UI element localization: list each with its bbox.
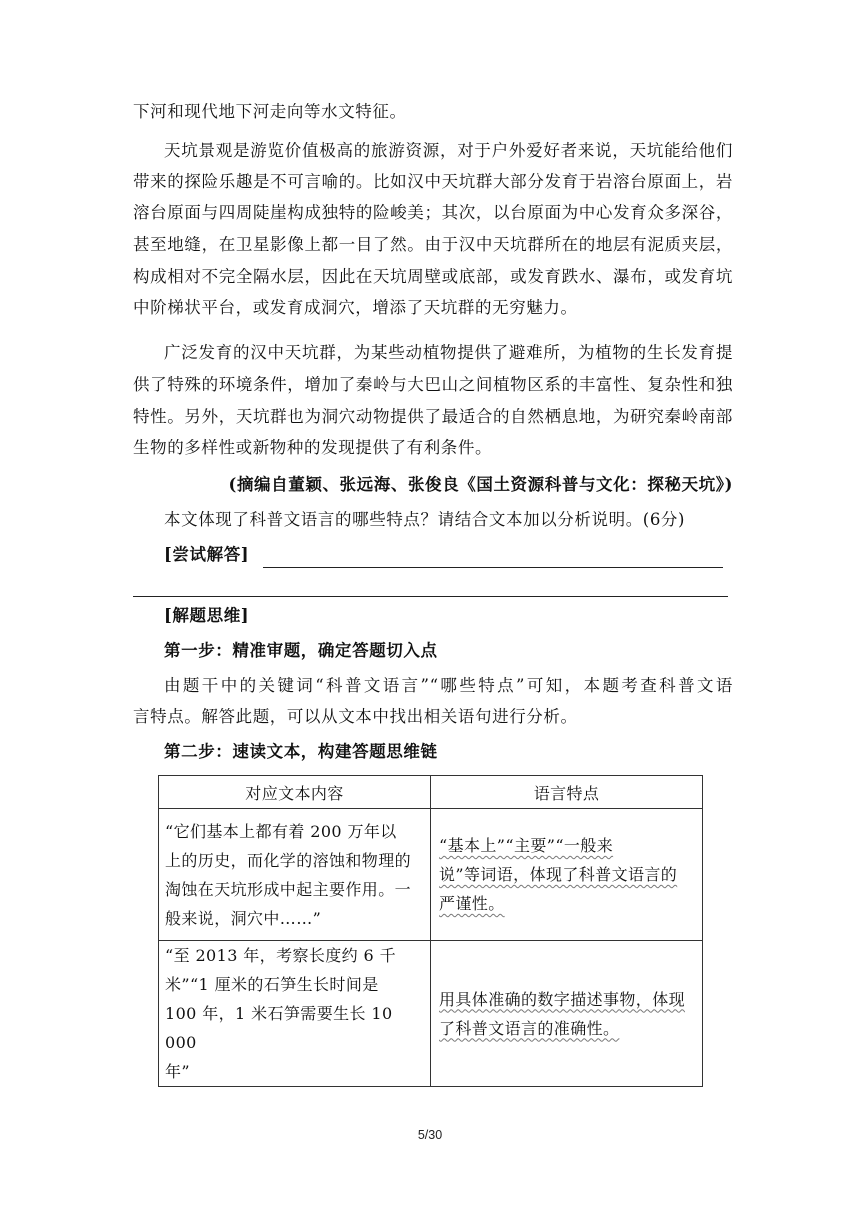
cell-line: 般来说，洞穴中……”: [165, 908, 322, 928]
table-row: [159, 941, 703, 1087]
cell-text: 了科普文语言的准确性。: [439, 1018, 620, 1038]
analysis-table: [158, 775, 703, 1087]
table-cell: [431, 941, 703, 1087]
text-line: 下河和现代地下河走向等水文特征。: [133, 102, 407, 121]
cell-line: “它们基本上都有着 200 万年以: [165, 821, 397, 841]
text-line: 供了特殊的环境条件，增加了秦岭与大巴山之间植物区系的丰富性、复杂性和独: [133, 375, 733, 394]
table-cell: [431, 809, 703, 941]
question-text: 本文体现了科普文语言的哪些特点？请结合文本加以分析说明。(6分): [164, 510, 686, 529]
cell-line: 上的历史，而化学的溶蚀和物理的: [165, 850, 412, 870]
source-citation: (摘编自董颖、张远海、张俊良《国土资源科普与文化：探秘天坑》): [228, 475, 733, 494]
page-number: 5/30: [417, 1128, 443, 1142]
text-line: 带来的探险乐趣是不可言喻的。比如汉中天坑群大部分发育于岩溶台原面上，岩: [133, 172, 733, 191]
text-line: 由题干中的关键词“科普文语言”“哪些特点”可知，本题考查科普文语: [164, 676, 733, 695]
cell-line: “基本上”“主要”“一般来: [439, 836, 614, 855]
text-line: 天坑景观是游览价值极高的旅游资源，对于户外爱好者来说，天坑能给他们: [164, 141, 733, 160]
cell-line: 用具体准确的数字描述事物，体现: [439, 989, 686, 1009]
step1-title: 第一步：精准审题，确定答题切入点: [164, 641, 438, 660]
cell-line: 年”: [165, 1062, 190, 1081]
answer-line: [263, 567, 723, 568]
table-header-row: [159, 776, 703, 809]
table-cell: [159, 941, 431, 1087]
text-line: 广泛发育的汉中天坑群，为某些动植物提供了避难所，为植物的生长发育提: [164, 343, 733, 362]
table-header: 对应文本内容: [159, 776, 431, 809]
text-line: 甚至地缝，在卫星影像上都一目了然。由于汉中天坑群所在的地层有泥质夹层，: [133, 235, 733, 254]
text-line: 溶台原面与四周陡崖构成独特的险峻美；其次，以台原面为中心发育众多深谷，: [133, 203, 733, 222]
step2-title: 第二步：速读文本，构建答题思维链: [164, 742, 438, 761]
answer-line: [133, 596, 728, 597]
table-header: 语言特点: [431, 776, 703, 809]
text-line: 特性。另外，天坑群也为洞穴动物提供了最适合的自然栖息地，为研究秦岭南部: [133, 407, 733, 426]
cell-line: 说”等词语，体现了科普文语言的: [439, 865, 678, 884]
cell-line: “至 2013 年，考察长度约 6 千: [165, 946, 397, 965]
try-answer-label: [尝试解答]: [164, 545, 250, 564]
table-row: [159, 809, 703, 941]
text-line: 构成相对不完全隔水层，因此在天坑周壁或底部，或发育跌水、瀑布，或发育坑: [133, 267, 733, 286]
text-line: 中阶梯状平台，或发育成洞穴，增添了天坑群的无穷魅力。: [133, 298, 578, 317]
cell-line: 淘蚀在天坑形成中起主要作用。一: [165, 879, 412, 899]
table-cell: [159, 809, 431, 941]
cell-text: 严谨性。: [439, 894, 505, 913]
thinking-label: [解题思维]: [164, 606, 250, 625]
text-line: 言特点。解答此题，可以从文本中找出相关语句进行分析。: [133, 707, 578, 726]
cell-line: 100 年，1 米石笋需要生长 10 000: [165, 1004, 393, 1052]
cell-line: [439, 1014, 696, 1043]
cell-line: 米”“1 厘米的石笋生长时间是: [165, 975, 379, 994]
text-line: 生物的多样性或新物种的发现提供了有利条件。: [133, 438, 493, 457]
cell-line: [439, 889, 696, 918]
